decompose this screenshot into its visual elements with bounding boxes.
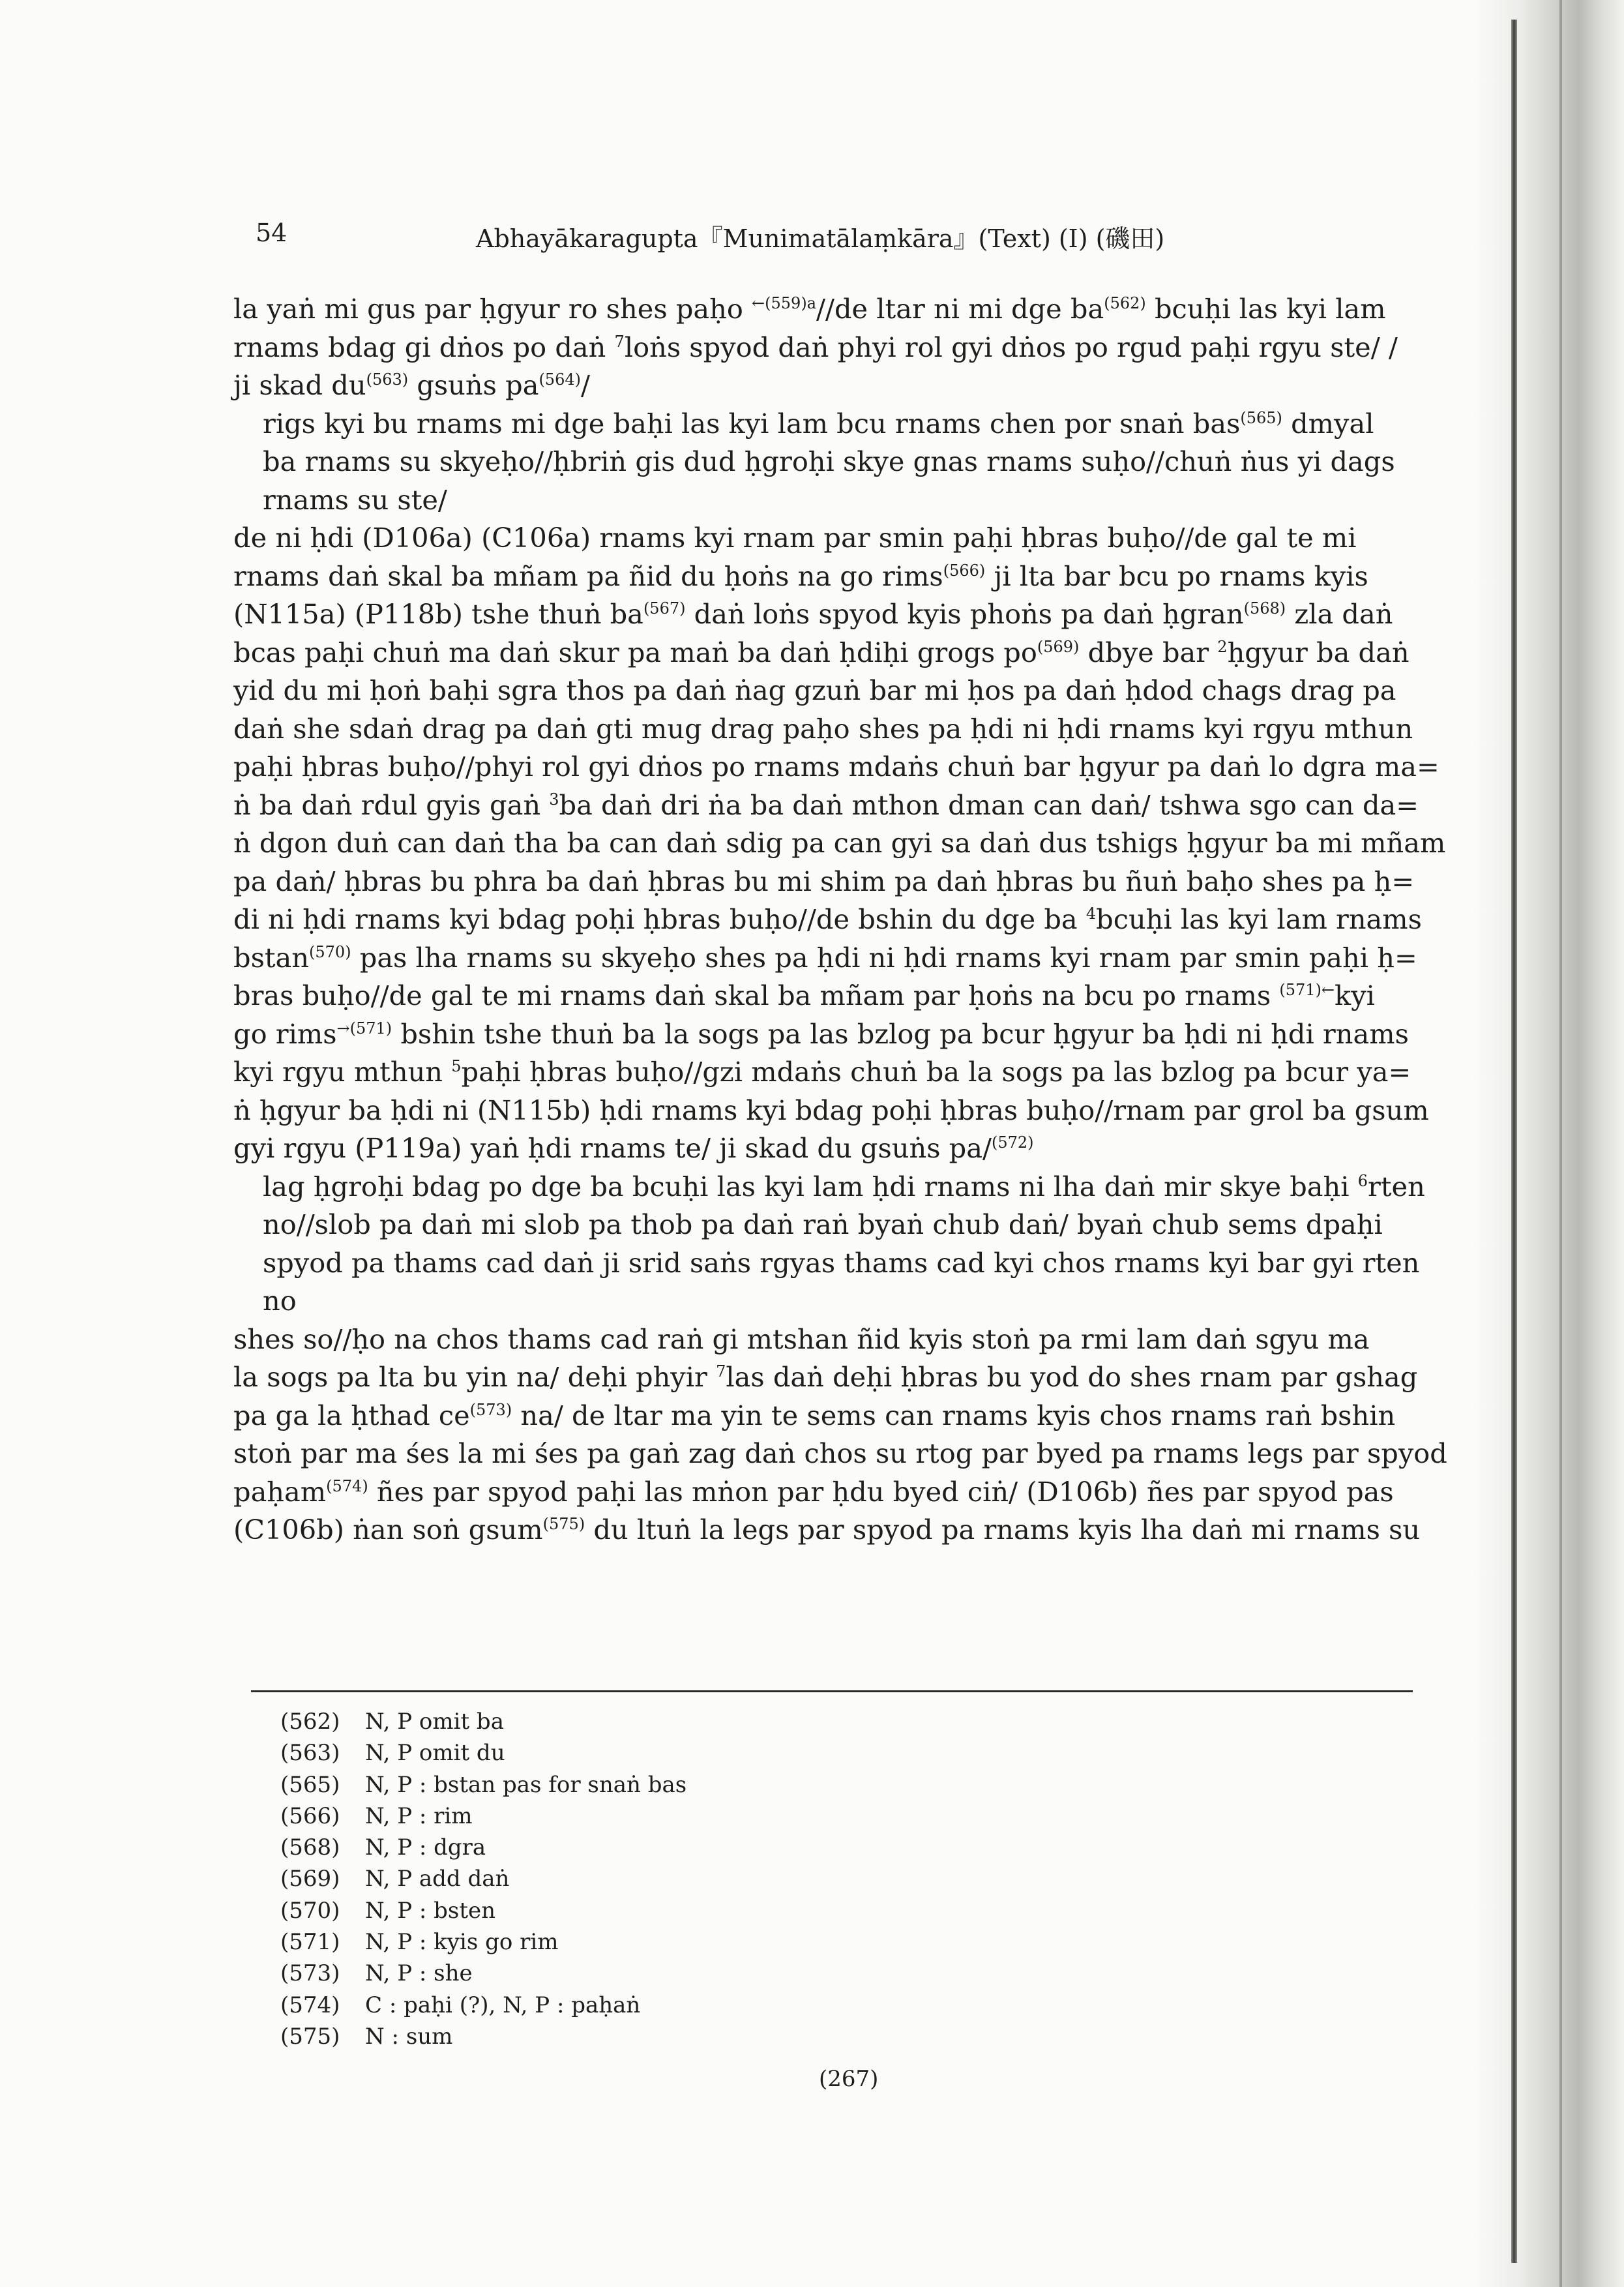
text-run: gsuṅs pa <box>408 369 539 401</box>
footnote-number: (574) <box>280 1992 340 2018</box>
footnote-ref: (569) <box>1037 637 1080 656</box>
footnote-ref: (570) <box>309 942 351 961</box>
text-run: ji lta bar bcu po rnams kyis <box>985 560 1368 592</box>
text-run: paḥi ḥbras buḥo//gzi mdaṅs chuṅ ba la sogs pa las bzlog pa bcur ya= <box>461 1056 1411 1088</box>
footnote-number: (563) <box>280 1740 340 1767</box>
text-run: pa daṅ/ ḥbras bu phra ba daṅ ḥbras bu mi shim pa daṅ ḥbras bu ñuṅ baḥo shes pa ḥ= <box>233 865 1415 897</box>
text-run: bstan <box>233 941 310 974</box>
text-run: loṅs spyod daṅ phyi rol gyi dṅos po rgud paḥi rgyu ste/ / <box>624 331 1398 363</box>
text-run: no//slob pa daṅ mi slob pa thob pa daṅ raṅ byaṅ chub daṅ/ byaṅ chub sems dpaḥi <box>263 1208 1383 1240</box>
text-run: (C106b) ṅan soṅ gsum <box>233 1514 543 1546</box>
footnote-ref: (566) <box>943 561 986 580</box>
footnote-number: (562) <box>280 1709 340 1735</box>
text-line <box>233 786 1419 825</box>
footnote-number: (566) <box>280 1802 340 1829</box>
footnote-text: N, P : rim <box>365 1802 473 1829</box>
text-run: stoṅ par ma śes la mi śes pa gaṅ zag daṅ chos su rtog par byed pa rnams legs par spyod <box>233 1437 1447 1469</box>
text-line <box>233 366 1413 405</box>
footnote-ref: →(571) <box>336 1019 392 1038</box>
text-run: spyod pa thams cad daṅ ji srid saṅs rgyas thams cad kyi chos rnams kyi bar gyi rten <box>263 1246 1420 1279</box>
footnote-number: (575) <box>280 2023 340 2050</box>
text-line <box>233 1015 1413 1054</box>
footnote-number: (565) <box>280 1771 340 1798</box>
footnote-number: (570) <box>280 1897 340 1924</box>
footnote <box>280 1801 1193 1832</box>
text-run: la sogs pa lta bu yin na/ deḥi phyir <box>233 1361 716 1393</box>
footnote-ref: 7 <box>614 332 625 351</box>
text-line <box>233 558 1413 596</box>
footnote-ref: (575) <box>542 1515 585 1533</box>
footnote-text: N : sum <box>365 2023 453 2050</box>
text-run: lag ḥgroḥi bdag po dge ba bcuḥi las kyi lam ḥdi rnams ni lha daṅ mir skye baḥi <box>263 1170 1358 1203</box>
text-run: dbye bar <box>1079 636 1218 668</box>
footnote-ref: (564) <box>539 370 581 389</box>
footnote-ref: (565) <box>1240 408 1282 427</box>
text-line <box>233 710 1413 749</box>
text-run: daṅ she sdaṅ drag pa daṅ gti mug drag paḥo shes pa ḥdi ni ḥdi rnams kyi rgyu mthun <box>233 712 1413 745</box>
footnote-text: N, P : kyis go rim <box>365 1929 559 1956</box>
text-run: bcas paḥi chuṅ ma daṅ skur pa maṅ ba daṅ ḥdiḥi grogs po <box>233 636 1037 668</box>
text-run: rnams daṅ skal ba mñam pa ñid du ḥoṅs na go rims <box>233 560 943 592</box>
footnote-ref: 5 <box>451 1057 462 1075</box>
footnote <box>280 1990 1193 2021</box>
footnote-number: (568) <box>280 1834 340 1861</box>
text-line <box>233 1244 1420 1283</box>
footnote-ref: (568) <box>1243 599 1286 618</box>
text-run: rnams su ste/ <box>263 483 447 516</box>
text-run: paḥam <box>233 1475 327 1508</box>
book-gutter-line <box>1511 20 1517 2263</box>
text-line <box>233 1053 1413 1092</box>
text-run: no <box>263 1285 297 1317</box>
footnote-text: N, P omit ba <box>365 1709 504 1735</box>
text-run: ba rnams su skyeḥo//ḥbriṅ gis dud ḥgroḥi skye gnas rnams suḥo//chuṅ ṅus yi dags <box>263 445 1395 477</box>
footnote <box>280 1895 1193 1926</box>
text-run: bcuḥi las kyi lam rnams <box>1096 903 1422 935</box>
footnote-text: N, P : dgra <box>365 1834 486 1861</box>
footnote-ref: 2 <box>1217 637 1228 656</box>
page-header <box>0 218 1473 258</box>
footnote <box>280 1958 1193 1989</box>
text-line <box>233 443 1413 481</box>
footnote <box>280 1769 1193 1801</box>
footnote <box>280 2021 1193 2052</box>
text-run: go rims <box>233 1017 337 1050</box>
text-run: na/ de ltar ma yin te sems can rnams kyis chos rnams raṅ bshin <box>512 1399 1396 1431</box>
text-line <box>233 519 1413 558</box>
text-run: ṅ ba daṅ rdul gyis gaṅ <box>233 788 550 821</box>
text-line <box>233 1282 1413 1321</box>
book-gutter-edge <box>1559 0 1562 2287</box>
footnote-text: C : paḥi (?), N, P : paḥaṅ <box>365 1992 641 2018</box>
text-line <box>233 863 1413 901</box>
footnote-ref: 6 <box>1357 1171 1368 1190</box>
text-line <box>233 1168 1425 1206</box>
text-run: paḥi ḥbras buḥo//phyi rol gyi dṅos po rnams mdaṅs chuṅ bar ḥgyur pa daṅ lo dgra ma= <box>233 751 1439 783</box>
text-run: las daṅ deḥi ḥbras bu yod do shes rnam par gshag <box>726 1361 1418 1393</box>
text-line <box>233 1511 1421 1549</box>
footnote-separator <box>251 1690 1413 1692</box>
text-line <box>233 634 1413 672</box>
footnote-text: N, P add daṅ <box>365 1866 510 1892</box>
text-run: rnams bdag gi dṅos po daṅ <box>233 331 615 363</box>
text-run: kyi <box>1335 979 1375 1011</box>
footnote-ref: (572) <box>991 1133 1034 1152</box>
footnote <box>280 1863 1193 1894</box>
main-text <box>233 290 1447 1549</box>
text-run: shes so//ḥo na chos thams cad raṅ gi mtshan ñid kyis stoṅ pa rmi lam daṅ sgyu ma <box>233 1323 1370 1355</box>
text-line <box>233 977 1413 1015</box>
text-run: gyi rgyu (P119a) yaṅ ḥdi rnams te/ ji skad du gsuṅs pa/ <box>233 1132 992 1164</box>
text-run: ḥgyur ba daṅ <box>1227 636 1410 668</box>
footnote-ref: (563) <box>366 370 409 389</box>
text-run: ṅ dgon duṅ can daṅ tha ba can daṅ sdig pa can gyi sa daṅ dus tshigs ḥgyur ba mi mñam <box>233 827 1446 859</box>
page-number: 54 <box>256 218 288 247</box>
footnote-text: N, P : she <box>365 1960 473 1987</box>
text-line <box>233 748 1439 786</box>
text-run: du ltuṅ la legs par spyod pa rnams kyis lha daṅ mi rnams su <box>585 1514 1421 1546</box>
footnote-text: N, P omit du <box>365 1740 505 1767</box>
footnote-number: (573) <box>280 1960 340 1987</box>
book-spine-shadow <box>1473 0 1624 2287</box>
text-line <box>233 672 1413 710</box>
footnote-text: N, P : bsten <box>365 1897 496 1924</box>
text-run: ji skad du <box>233 369 366 401</box>
footnotes <box>280 1706 1193 2052</box>
text-run: daṅ loṅs spyod kyis phoṅs pa daṅ ḥgran <box>685 598 1244 630</box>
text-run: rten <box>1368 1170 1425 1203</box>
text-run: pa ga la ḥthad ce <box>233 1399 470 1431</box>
running-title: Abhayākaragupta『Munimatālaṃkāra』(Text) (I) (磯田) <box>476 224 1165 253</box>
footnote-text: N, P : bstan pas for snaṅ bas <box>365 1771 687 1798</box>
footnote <box>280 1926 1193 1958</box>
text-line <box>233 1321 1413 1359</box>
text-run: bcuḥi las kyi lam <box>1145 293 1386 325</box>
text-run: ñes par spyod paḥi las mṅon par ḥdu byed ciṅ/ (D106b) ñes par spyod pas <box>368 1475 1394 1508</box>
text-line <box>233 901 1422 939</box>
text-run: de ni ḥdi (D106a) (C106a) rnams kyi rnam par smin paḥi ḥbras buḥo//de gal te mi <box>233 522 1357 554</box>
text-run: ṅ ḥgyur ba ḥdi ni (N115b) ḥdi rnams kyi bdag poḥi ḥbras buḥo//rnam par grol ba gsum <box>233 1094 1429 1126</box>
footnote-number: (571) <box>280 1929 340 1956</box>
text-run: zla daṅ <box>1286 598 1393 630</box>
text-line <box>233 1129 1413 1168</box>
footer-page-marker: (267) <box>819 2066 879 2092</box>
text-run: di ni ḥdi rnams kyi bdag poḥi ḥbras buḥo//de bshin du dge ba <box>233 903 1086 935</box>
footnote-ref: (567) <box>643 599 686 618</box>
text-line <box>233 1473 1413 1512</box>
text-run: / <box>580 369 590 401</box>
text-run: rigs kyi bu rnams mi dge baḥi las kyi lam bcu rnams chen por snaṅ bas <box>263 407 1241 440</box>
text-line <box>233 290 1413 329</box>
text-line <box>233 824 1446 863</box>
footnote-ref: ←(559)a <box>752 294 816 312</box>
text-run: ba daṅ dri ṅa ba daṅ mthon dman can daṅ/ tshwa sgo can da= <box>559 788 1419 821</box>
footnote <box>280 1832 1193 1863</box>
text-run: //de ltar ni mi dge ba <box>816 293 1104 325</box>
text-line <box>233 1435 1447 1473</box>
footnote-ref: (562) <box>1104 294 1146 312</box>
text-line <box>233 1092 1429 1130</box>
text-line <box>233 405 1413 443</box>
text-run: bshin tshe thuṅ ba la sogs pa las bzlog pa bcur ḥgyur ba ḥdi ni ḥdi rnams <box>392 1017 1409 1050</box>
footnote-number: (569) <box>280 1866 340 1892</box>
text-run: yid du mi ḥoṅ baḥi sgra thos pa daṅ ṅag gzuṅ bar mi ḥos pa daṅ ḥdod chags drag pa <box>233 674 1396 706</box>
footnote-ref: (573) <box>469 1400 512 1419</box>
text-run: dmyal <box>1282 407 1374 440</box>
text-run: kyi rgyu mthun <box>233 1056 452 1088</box>
text-line <box>233 329 1413 367</box>
text-line <box>233 1358 1418 1397</box>
footnote-ref: 3 <box>549 790 559 809</box>
text-line <box>233 1206 1413 1244</box>
footnote-ref: 4 <box>1085 904 1097 923</box>
text-line <box>233 481 1413 520</box>
text-line <box>233 939 1417 978</box>
text-line <box>233 1397 1413 1435</box>
footnote <box>280 1737 1193 1769</box>
text-run: (N115a) (P118b) tshe thuṅ ba <box>233 598 643 630</box>
footnote <box>280 1706 1193 1737</box>
footnote-ref: (574) <box>326 1476 368 1495</box>
text-run: la yaṅ mi gus par ḥgyur ro shes paḥo <box>233 293 752 325</box>
footnote-ref: 7 <box>716 1362 726 1381</box>
text-run: bras buḥo//de gal te mi rnams daṅ skal ba mñam par ḥoṅs na bcu po rnams <box>233 979 1280 1011</box>
text-run: pas lha rnams su skyeḥo shes pa ḥdi ni ḥdi rnams kyi rnam par smin paḥi ḥ= <box>351 941 1417 974</box>
footnote-ref: (571)← <box>1279 981 1335 999</box>
text-line <box>233 595 1413 634</box>
